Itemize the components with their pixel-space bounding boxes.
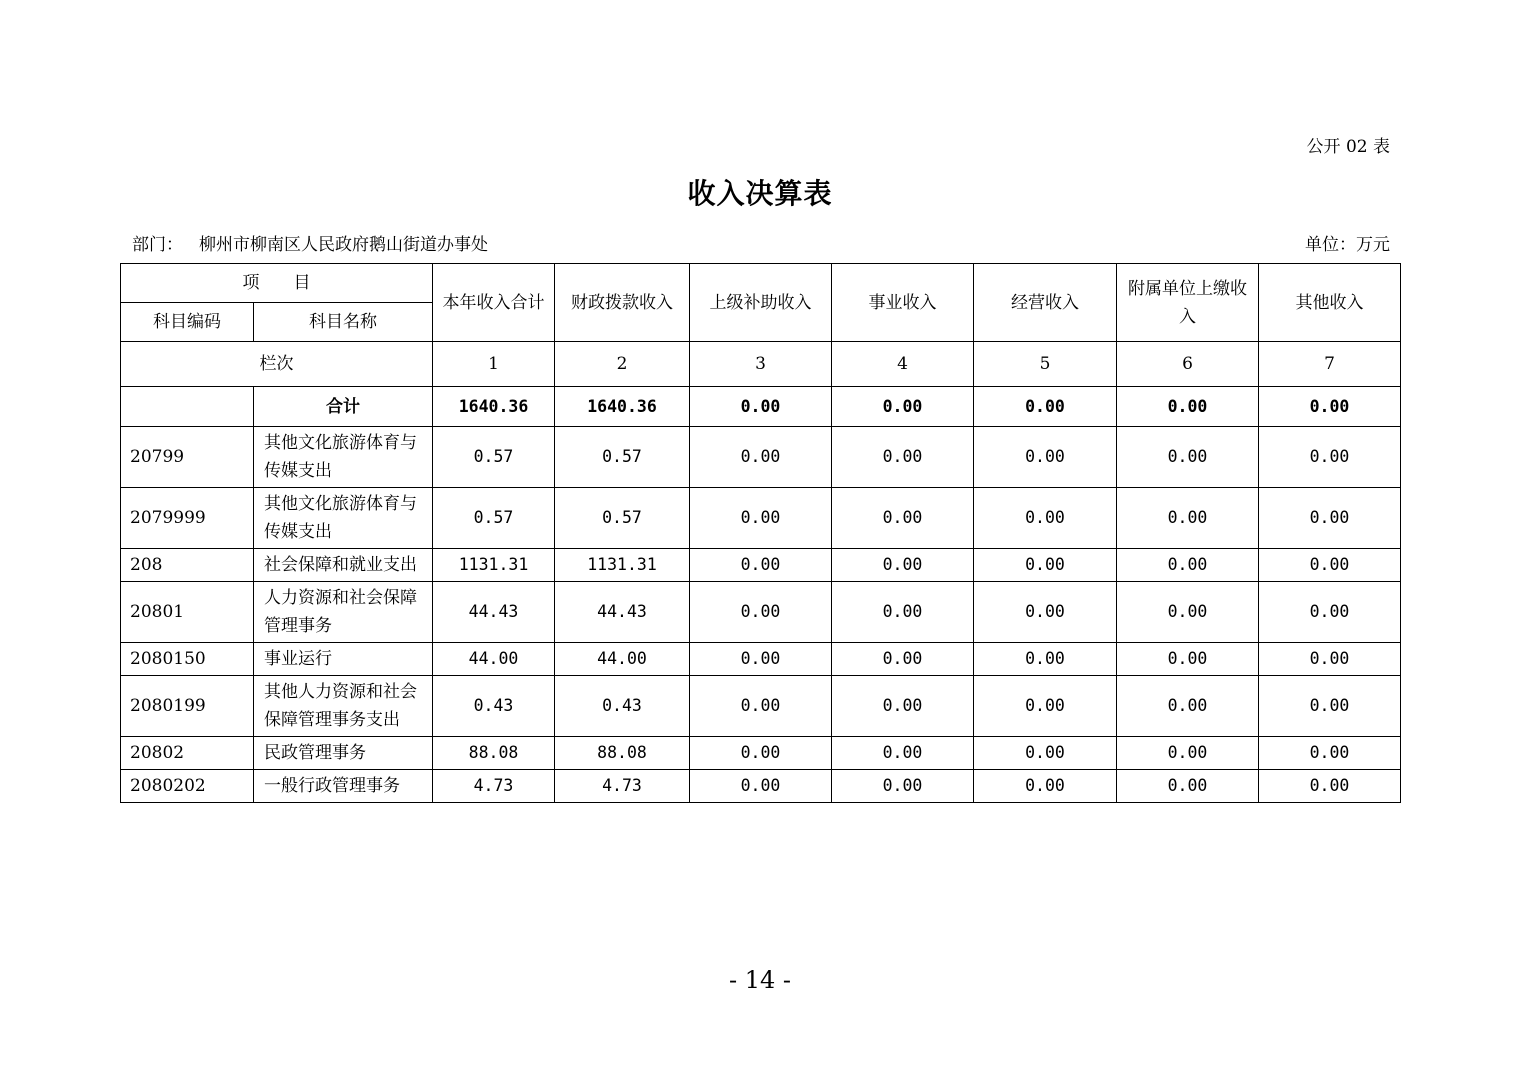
header-col: 附属单位上缴收入 [1117, 264, 1259, 342]
col-number: 5 [974, 342, 1117, 387]
col-number: 4 [832, 342, 974, 387]
page-title: 收入决算表 [687, 177, 833, 210]
table-row [121, 427, 1401, 488]
row-index [121, 342, 1401, 387]
amount-cell: 0.00 [690, 427, 832, 488]
amount-cell: 4.73 [555, 770, 690, 803]
department-label: 部门： [132, 235, 183, 255]
amount-cell: 0.00 [832, 582, 974, 643]
department-name: 柳州市柳南区人民政府鹅山街道办事处 [199, 235, 488, 255]
amount-cell: 0.00 [1259, 427, 1401, 488]
amount-cell: 0.00 [974, 737, 1117, 770]
amount-cell: 0.00 [974, 549, 1117, 582]
amount-cell: 0.00 [1259, 582, 1401, 643]
amount-cell: 0.43 [433, 676, 555, 737]
subject-name: 一般行政管理事务 [254, 770, 433, 803]
amount-cell: 0.00 [832, 427, 974, 488]
total-value: 0.00 [1259, 387, 1401, 427]
page-number: - 14 - [728, 966, 791, 994]
amount-cell: 0.00 [690, 549, 832, 582]
amount-cell: 44.43 [433, 582, 555, 643]
amount-cell: 0.57 [433, 427, 555, 488]
total-value: 1640.36 [555, 387, 690, 427]
col-number: 3 [690, 342, 832, 387]
amount-cell: 0.00 [690, 488, 832, 549]
amount-cell: 88.08 [555, 737, 690, 770]
subject-code: 20801 [121, 582, 254, 643]
subject-code: 2080199 [121, 676, 254, 737]
amount-cell: 0.00 [1117, 770, 1259, 803]
amount-cell: 0.00 [832, 488, 974, 549]
amount-cell: 88.08 [433, 737, 555, 770]
amount-cell: 0.00 [1259, 770, 1401, 803]
amount-cell: 0.00 [832, 643, 974, 676]
amount-cell: 0.00 [690, 643, 832, 676]
amount-cell: 0.00 [690, 737, 832, 770]
subject-name: 人力资源和社会保障管理事务 [254, 582, 433, 643]
col-number: 2 [555, 342, 690, 387]
amount-cell: 44.00 [555, 643, 690, 676]
amount-cell: 0.00 [1117, 549, 1259, 582]
amount-cell: 0.57 [555, 427, 690, 488]
subject-name: 社会保障和就业支出 [254, 549, 433, 582]
amount-cell: 0.00 [974, 427, 1117, 488]
total-value: 0.00 [974, 387, 1117, 427]
table-row [121, 643, 1401, 676]
amount-cell: 0.57 [433, 488, 555, 549]
amount-cell: 0.00 [974, 643, 1117, 676]
total-value: 1640.36 [433, 387, 555, 427]
form-number: 公开 02 表 [1306, 137, 1390, 157]
amount-cell: 0.00 [1259, 643, 1401, 676]
amount-cell: 0.00 [1117, 676, 1259, 737]
total-value: 0.00 [832, 387, 974, 427]
amount-cell: 0.00 [1117, 488, 1259, 549]
subject-code: 2080150 [121, 643, 254, 676]
amount-cell: 0.00 [1259, 549, 1401, 582]
amount-cell: 0.00 [974, 582, 1117, 643]
header-col: 其他收入 [1259, 264, 1401, 342]
amount-cell: 0.57 [555, 488, 690, 549]
subject-name: 其他文化旅游体育与传媒支出 [254, 427, 433, 488]
table-row [121, 770, 1401, 803]
amount-cell: 0.00 [1259, 737, 1401, 770]
amount-cell: 0.00 [832, 676, 974, 737]
unit-label: 单位：万元 [1305, 235, 1390, 255]
amount-cell: 0.43 [555, 676, 690, 737]
subject-code: 2080202 [121, 770, 254, 803]
total-row [121, 387, 1401, 427]
header-name: 科目名称 [254, 303, 433, 342]
col-number: 7 [1259, 342, 1401, 387]
table-row [121, 582, 1401, 643]
subject-code: 20802 [121, 737, 254, 770]
amount-cell: 0.00 [1117, 643, 1259, 676]
header-col: 事业收入 [832, 264, 974, 342]
amount-cell: 0.00 [1259, 488, 1401, 549]
col-number: 6 [1117, 342, 1259, 387]
amount-cell: 0.00 [1117, 582, 1259, 643]
subject-code: 20799 [121, 427, 254, 488]
amount-cell: 0.00 [690, 770, 832, 803]
subject-code: 2079999 [121, 488, 254, 549]
header-col: 财政拨款收入 [555, 264, 690, 342]
amount-cell: 0.00 [832, 737, 974, 770]
amount-cell: 0.00 [1117, 427, 1259, 488]
total-value: 0.00 [690, 387, 832, 427]
amount-cell: 1131.31 [555, 549, 690, 582]
amount-cell: 0.00 [1117, 737, 1259, 770]
subject-code: 208 [121, 549, 254, 582]
amount-cell: 0.00 [832, 549, 974, 582]
amount-cell: 44.00 [433, 643, 555, 676]
subject-name: 事业运行 [254, 643, 433, 676]
table-row [121, 737, 1401, 770]
header-project: 项 目 [121, 264, 433, 303]
amount-cell: 0.00 [974, 488, 1117, 549]
amount-cell: 0.00 [974, 676, 1117, 737]
total-code [121, 387, 254, 427]
total-label: 合计 [254, 387, 433, 427]
header-col: 经营收入 [974, 264, 1117, 342]
amount-cell: 44.43 [555, 582, 690, 643]
amount-cell: 0.00 [1259, 676, 1401, 737]
amount-cell: 0.00 [832, 770, 974, 803]
table-row [121, 676, 1401, 737]
amount-cell: 0.00 [974, 770, 1117, 803]
subject-name: 民政管理事务 [254, 737, 433, 770]
header-code: 科目编码 [121, 303, 254, 342]
header-col: 本年收入合计 [433, 264, 555, 342]
income-table [120, 263, 1401, 803]
amount-cell: 0.00 [690, 582, 832, 643]
row-index-label: 栏次 [121, 342, 433, 387]
table-row [121, 488, 1401, 549]
amount-cell: 4.73 [433, 770, 555, 803]
total-value: 0.00 [1117, 387, 1259, 427]
subject-name: 其他文化旅游体育与传媒支出 [254, 488, 433, 549]
amount-cell: 1131.31 [433, 549, 555, 582]
col-number: 1 [433, 342, 555, 387]
amount-cell: 0.00 [690, 676, 832, 737]
subject-name: 其他人力资源和社会保障管理事务支出 [254, 676, 433, 737]
header-col: 上级补助收入 [690, 264, 832, 342]
table-row [121, 549, 1401, 582]
department-line [132, 230, 488, 255]
